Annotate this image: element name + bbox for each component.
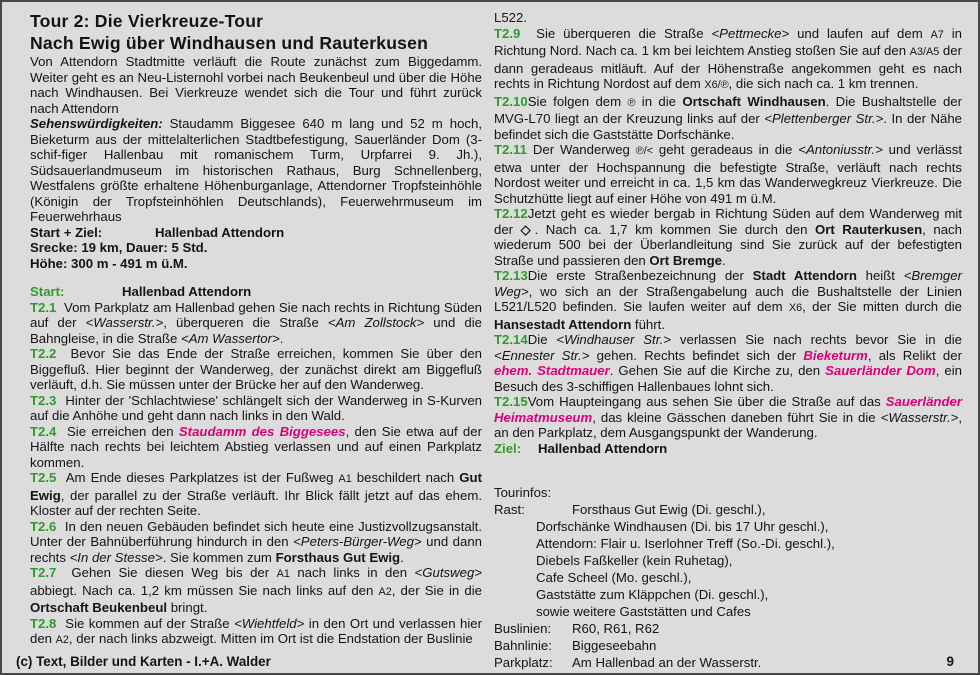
text-segment: <Am Zollstock> xyxy=(327,315,425,330)
text-segment: A1 xyxy=(338,473,352,485)
info-row-parkplatz xyxy=(494,654,962,671)
step-t2-10 xyxy=(494,94,962,143)
text-segment: . In der Nähe befindet sich die Gaststätte Dorfschänke. xyxy=(494,111,962,142)
text-segment: T2.15 xyxy=(494,394,528,409)
step-t2-14 xyxy=(494,332,962,394)
text-segment: Die erste Straßenbezeichnung der xyxy=(527,268,753,283)
list-item: Dorfschänke Windhausen (Di. bis 17 Uhr geschl.), xyxy=(536,519,829,534)
text-segment: T2.2 xyxy=(30,346,57,361)
text-segment: <Peters-Bürger-Weg> xyxy=(293,534,422,549)
text-segment: Bieketurm xyxy=(803,347,868,363)
text-segment: Staudamm des Biggesees xyxy=(178,423,346,439)
info-label: Bahnlinie: xyxy=(494,638,552,653)
text-segment: . xyxy=(721,252,726,268)
lead-line: L522. xyxy=(494,10,528,25)
fact-start-ziel-value: Hallenbad Attendorn xyxy=(155,224,285,240)
text-segment: <Gutsweg> xyxy=(414,565,482,580)
text-segment: Ortschaft Windhausen xyxy=(682,93,826,109)
text-segment: T2.13 xyxy=(494,268,528,283)
step-t2-15 xyxy=(494,394,962,441)
text-segment: . xyxy=(400,549,404,565)
info-label: Parkplatz: xyxy=(494,655,553,670)
text-segment: heißt xyxy=(856,268,904,283)
text-segment: bringt. xyxy=(167,600,208,615)
left-steps xyxy=(30,300,482,649)
text-segment: , der nach links abzweigt. Mitten im Ort ist die Endstation der Buslinie xyxy=(68,631,473,646)
rast-items xyxy=(494,518,962,620)
text-segment: T2.11 xyxy=(494,142,527,157)
page-title: Tour 2: Die Vierkreuze-Tour xyxy=(30,11,264,31)
text-segment: und verlässt etwa unter der Hochspannung die befestigte Straße, verläuft nach rechts Nordost weiter und erreicht in ca. 1,5 km das Wanderwegkreuz Vierkreuze. Die Schutzhütte liegt auf einer Höhe von 491 m ü.M. xyxy=(494,142,962,206)
fact-hoehe-row: Höhe: 300 m - 491 m ü.M. xyxy=(30,255,188,271)
text-segment: ◇ xyxy=(520,221,535,237)
rast-label: Rast: xyxy=(494,502,525,517)
text-segment: T2.14 xyxy=(494,332,528,347)
text-segment: nach links in den xyxy=(289,565,415,580)
tourinfos-title: Tourinfos: xyxy=(494,485,552,500)
text-segment: T2.9 xyxy=(494,25,521,41)
text-segment: T2.12 xyxy=(494,206,528,221)
text-segment: Ortschaft Beukenbeul xyxy=(30,600,168,615)
info-row-bahnlinie xyxy=(494,637,962,654)
fact-start-ziel-row xyxy=(30,225,482,241)
text-segment: Der Wanderweg xyxy=(527,142,636,157)
text-segment: in den Ort und verlassen hier den xyxy=(30,615,482,646)
text-segment: <Windhauser Str.> xyxy=(556,332,671,347)
text-segment: Hansestadt Attendorn xyxy=(494,316,632,332)
start-value: Hallenbad Attendorn xyxy=(122,284,252,299)
text-segment: <Am Wassertor> xyxy=(181,330,280,346)
text-segment: <In der Stesse> xyxy=(69,549,163,565)
text-segment: A2 xyxy=(378,585,392,598)
text-segment: verlassen Sie nach rechts bevor Sie in die xyxy=(671,332,963,347)
text-segment: , der parallel zu der Straße verläuft. Ihr Blick fällt jetzt auf das ehem. Kloster auf der rechten Seite. xyxy=(30,487,482,518)
text-segment: Am Ende dieses Parkplatzes ist der Fußweg xyxy=(56,470,339,485)
text-segment: in Richtung Nord. Nach ca. 1 km bei leichtem Anstieg stoßen Sie auf den xyxy=(494,25,962,58)
text-segment: Ort Rauterkusen xyxy=(814,221,923,237)
tourinfos-block xyxy=(494,484,962,671)
ziel-label: Ziel: xyxy=(494,440,522,456)
text-segment: A1 xyxy=(276,568,290,580)
text-segment: Staudamm Biggesee 640 m lang und 52 m hoch, Bieketurm aus der mittelalterlichen Stadtbefestigung, Sauerländer Dom (3-schif-figer Hallenbau mit romanischem Turm, Urpfarrei 9. Jh.), Südsauerlandmuseum im historischen Rathaus, Burg Schnellenberg, Westfalens größte erhaltene Höhenburganlage, Attendorner Tropfsteinhöhle (Königin der Tropfsteinhöhlen Deutschlands), Feuerwehrmuseum im Feuerwehrhaus xyxy=(30,116,482,224)
text-segment: ℗/< xyxy=(635,145,654,157)
text-segment: und die Bahngleise, in die Straße xyxy=(30,315,482,346)
text-segment: T2.3 xyxy=(30,392,57,408)
step-t2-3 xyxy=(30,393,482,424)
text-segment: , ein Besuch des 3-schiffigen Hallenbaues lohnt sich. xyxy=(494,363,962,394)
text-segment: . Sie kommen zum xyxy=(162,549,276,565)
info-value: R60, R61, R62 xyxy=(572,621,660,636)
text-segment: T2.6 xyxy=(30,518,57,534)
page-number: 9 xyxy=(946,654,954,669)
left-column xyxy=(30,10,482,649)
info-row-buslinien xyxy=(494,620,962,637)
ziel-value: Hallenbad Attendorn xyxy=(538,440,668,456)
ziel-row xyxy=(494,441,962,457)
step-t2-6 xyxy=(30,519,482,566)
right-steps xyxy=(494,26,962,441)
text-segment: Vom Haupteingang aus sehen Sie über die Straße auf das xyxy=(527,394,886,409)
text-segment: ehem. Stadtmauer xyxy=(494,363,610,378)
text-segment: Sie überqueren die Straße xyxy=(520,25,712,41)
step-t2-7 xyxy=(30,565,482,616)
text-segment: , nach wiederum 500 bei der Überlandleitung sind Sie zurück auf der befestigten Straße und passieren den xyxy=(494,221,962,268)
step-t2-1 xyxy=(30,300,482,347)
text-segment: <Plettenberger Str.> xyxy=(764,111,884,126)
step-t2-2 xyxy=(30,346,482,393)
info-value: Am Hallenbad an der Wasserstr. xyxy=(572,655,762,670)
fact-strecke-row: Srecke: 19 km, Dauer: 5 Std. xyxy=(30,240,208,255)
text-segment: X6 xyxy=(788,302,803,314)
text-segment: <Wasserstr.> xyxy=(880,409,959,425)
sights-paragraph xyxy=(30,116,482,225)
text-segment: Sie kommen auf der Straße xyxy=(56,615,235,631)
text-segment: , an den Parkplatz, dem Ausgangspunkt der Wanderung. xyxy=(494,409,962,440)
page-subtitle: Nach Ewig über Windhausen und Rauterkusen xyxy=(30,33,429,53)
text-segment: T2.10 xyxy=(494,93,528,109)
text-segment: . Nach ca. 1,7 km kommen Sie durch den xyxy=(534,221,815,237)
info-label: Buslinien: xyxy=(494,621,552,636)
text-segment: X6/℗ xyxy=(704,79,729,91)
step-t2-13 xyxy=(494,268,962,332)
start-label: Start: xyxy=(30,284,65,299)
text-segment: T2.8 xyxy=(30,615,57,631)
text-segment: Forsthaus Gut Ewig xyxy=(275,549,401,565)
text-segment: , der Sie in die xyxy=(391,582,482,598)
text-segment: und laufen auf dem xyxy=(789,25,931,41)
text-segment: Gut Ewig xyxy=(30,470,482,503)
fact-start-ziel-label: Start + Ziel: xyxy=(30,224,103,240)
text-segment: <Wiehtfeld> xyxy=(234,615,305,631)
text-segment: und dann rechts xyxy=(30,534,482,565)
step-t2-9 xyxy=(494,26,962,94)
text-segment: , wo sich an der Straßengabelung auch die Bushaltstelle der Linien L521/L520 befinden. Sie laufen weiter auf dem xyxy=(494,283,962,314)
intro-paragraph: Von Attendorn Stadtmitte verläuft die Route zunächst zum Biggedamm. Weiter geht es an Neu-Listernohl vorbei nach Beukenbeul und über die Höhe nach Windhausen. Bei Vierkreuze wendet sich die Tour und führt zurück nach Attendorn xyxy=(30,54,482,116)
text-segment: <Antoniusstr.> xyxy=(798,142,883,157)
text-segment: , als Relikt der xyxy=(867,347,962,363)
text-segment: <Pettmecke> xyxy=(711,25,790,41)
text-segment: Vom Parkplatz am Hallenbad gehen Sie nach rechts in Richtung Süden auf der xyxy=(30,299,482,330)
text-segment: T2.7 xyxy=(30,565,57,580)
text-segment: Sauerländer Heimatmuseum xyxy=(494,394,962,425)
text-segment: <Wasserstr.> xyxy=(85,315,164,330)
text-segment: Hinter der 'Schlachtwiese' schlängelt sich der Wanderweg in S-Kurven auf die Anhöhe und geht dann nach links in den Wald. xyxy=(30,392,482,423)
text-segment: Ort Bremge xyxy=(649,252,722,268)
text-segment: ℗ xyxy=(627,96,636,109)
text-segment: Sie erreichen den xyxy=(56,423,179,439)
step-t2-5 xyxy=(30,470,482,519)
list-item: Cafe Scheel (Mo. geschl.), xyxy=(536,570,692,585)
list-item: sowie weitere Gaststätten und Cafes xyxy=(536,604,751,619)
text-segment: T2.1 xyxy=(30,299,57,315)
text-segment: , die sich nach ca. 1 km trennen. xyxy=(728,76,919,91)
list-item: Diebels Faßkeller (kein Ruhetag), xyxy=(536,553,733,568)
right-column xyxy=(494,10,962,671)
text-segment: gehen. Rechts befindet sich der xyxy=(589,347,804,363)
text-segment: Gehen Sie diesen Weg bis der xyxy=(56,565,277,580)
start-row xyxy=(30,284,482,300)
step-t2-12 xyxy=(494,206,962,268)
text-segment: In den neuen Gebäuden befindet sich heute eine Justizvollzugsanstalt. Unter der Bahnüberführung hindurch in den xyxy=(30,518,482,549)
facts-block xyxy=(30,225,482,272)
text-segment: in die xyxy=(635,93,683,109)
text-segment: Sie folgen dem xyxy=(527,93,628,109)
text-segment: . xyxy=(279,330,284,346)
step-t2-11 xyxy=(494,142,962,206)
list-item: Attendorn: Flair u. Iserlohner Treff (So.-Di. geschl.), xyxy=(536,536,835,551)
text-segment: A3/A5 xyxy=(909,46,940,58)
text-segment: A7 xyxy=(930,28,944,41)
text-segment: Die xyxy=(527,332,557,347)
text-segment: T2.5 xyxy=(30,470,57,485)
text-segment: <Ennester Str.> xyxy=(494,347,590,363)
text-segment: T2.4 xyxy=(30,423,57,439)
list-item: Gaststätte zum Kläppchen (Di. geschl.), xyxy=(536,587,769,602)
text-segment: abbiegt. Nach ca. 1,2 km müssen Sie nach links auf den xyxy=(30,582,379,598)
text-segment: Jetzt geht es wieder bergab in Richtung Süden auf dem Wanderweg mit der xyxy=(494,206,962,237)
text-segment: , überqueren die Straße xyxy=(163,315,328,330)
text-segment: . Die Bushaltstelle der MVG-L70 liegt an der Kreuzung links auf der xyxy=(494,93,963,126)
text-segment: Bevor Sie das Ende der Straße erreichen, kommen Sie über den Biggefluß. Hier beginnt der Wanderweg, der zunächst direkt am Biggefluß verläuft, d.h. Sie müssen unter der Brücke her auf den Wanderweg. xyxy=(30,346,482,392)
text-segment: geht geradeaus in die xyxy=(653,142,799,157)
text-segment: , der Sie mitten durch die xyxy=(802,299,962,314)
rast-row xyxy=(494,501,962,518)
text-segment: führt. xyxy=(631,316,665,332)
text-segment: der dann geradeaus mitläuft. Auf der Höhenstraße angekommen geht es nach rechts in Richtung Nordost auf dem xyxy=(494,43,962,91)
text-segment: , den Sie etwa auf der Hälfte nach rechts bei leichtem Abstieg verlassen und auf einen Parkplatz kommen. xyxy=(30,423,482,470)
step-t2-8 xyxy=(30,616,482,649)
text-segment: . Gehen Sie auf die Kirche zu, den xyxy=(609,363,826,378)
text-segment: , das kleine Gässchen daneben führt Sie in die xyxy=(592,409,881,425)
text-segment: Sauerländer Dom xyxy=(825,363,936,378)
text-segment: Stadt Attendorn xyxy=(752,268,857,283)
step-t2-4 xyxy=(30,424,482,471)
footer-credit: (c) Text, Bilder und Karten - I.+A. Walder xyxy=(16,654,271,669)
text-segment: <Bremger Weg> xyxy=(494,268,962,299)
text-segment: beschildert nach xyxy=(351,470,460,485)
info-value: Biggeseebahn xyxy=(572,638,657,653)
rast-first-item: Forsthaus Gut Ewig (Di. geschl.), xyxy=(572,502,766,517)
text-segment: A2 xyxy=(55,634,69,646)
text-segment: Sehenswürdigkeiten: xyxy=(30,116,163,131)
